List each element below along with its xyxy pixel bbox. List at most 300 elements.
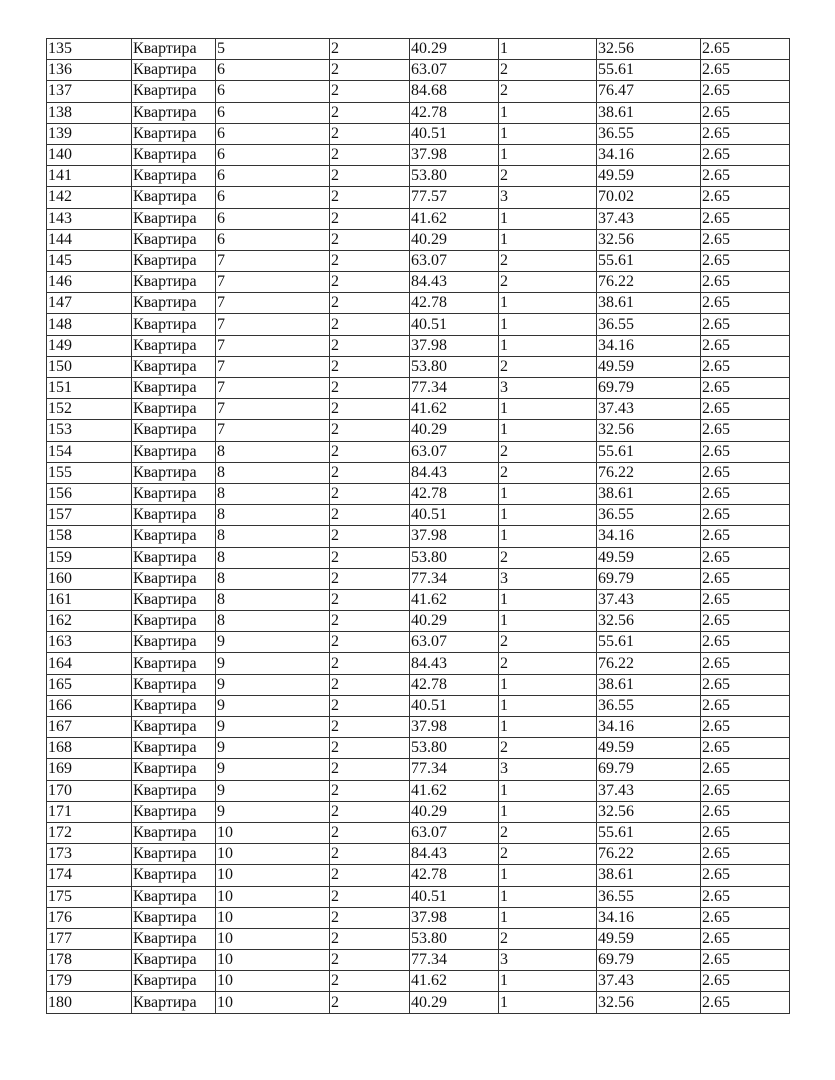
rooms-cell: 1 [499,886,597,907]
premise-type-cell: Квартира [132,144,216,165]
ceiling-height-cell: 2.65 [701,208,790,229]
total-area-cell: 84.43 [410,272,499,293]
ceiling-height-cell: 2.65 [701,950,790,971]
premise-type-cell: Квартира [132,441,216,462]
ceiling-height-cell: 2.65 [701,399,790,420]
table-row [47,187,790,208]
rooms-cell: 1 [499,39,597,60]
total-area-cell: 40.29 [410,992,499,1013]
section-cell: 2 [330,992,410,1013]
ceiling-height-cell: 2.65 [701,907,790,928]
rooms-cell: 2 [499,60,597,81]
premise-type-cell: Квартира [132,801,216,822]
floor-cell: 10 [216,822,330,843]
premise-type-cell: Квартира [132,250,216,271]
rooms-cell: 1 [499,102,597,123]
floor-cell: 9 [216,674,330,695]
total-area-cell: 40.51 [410,695,499,716]
section-cell: 2 [330,483,410,504]
total-area-cell: 42.78 [410,102,499,123]
total-area-cell: 77.34 [410,759,499,780]
table-row [47,166,790,187]
floor-cell: 10 [216,844,330,865]
total-area-cell: 40.29 [410,39,499,60]
rooms-cell: 1 [499,335,597,356]
living-area-cell: 34.16 [597,717,701,738]
section-cell: 2 [330,526,410,547]
rooms-cell: 3 [499,759,597,780]
living-area-cell: 32.56 [597,801,701,822]
living-area-cell: 32.56 [597,992,701,1013]
total-area-cell: 53.80 [410,166,499,187]
living-area-cell: 36.55 [597,886,701,907]
table-row [47,272,790,293]
premise-type-cell: Квартира [132,166,216,187]
floor-cell: 9 [216,780,330,801]
living-area-cell: 32.56 [597,39,701,60]
rooms-cell: 2 [499,632,597,653]
ceiling-height-cell: 2.65 [701,589,790,610]
ceiling-height-cell: 2.65 [701,102,790,123]
section-cell: 2 [330,39,410,60]
ceiling-height-cell: 2.65 [701,801,790,822]
table-row [47,123,790,144]
total-area-cell: 53.80 [410,547,499,568]
total-area-cell: 37.98 [410,335,499,356]
living-area-cell: 55.61 [597,822,701,843]
rooms-cell: 1 [499,208,597,229]
table-row [47,250,790,271]
apartment-number-cell: 168 [47,738,132,759]
premise-type-cell: Квартира [132,420,216,441]
premise-type-cell: Квартира [132,589,216,610]
rooms-cell: 1 [499,293,597,314]
total-area-cell: 37.98 [410,717,499,738]
rooms-cell: 1 [499,526,597,547]
premise-type-cell: Квартира [132,759,216,780]
floor-cell: 7 [216,314,330,335]
ceiling-height-cell: 2.65 [701,568,790,589]
ceiling-height-cell: 2.65 [701,632,790,653]
apartment-number-cell: 166 [47,695,132,716]
apartment-number-cell: 174 [47,865,132,886]
apartment-number-cell: 167 [47,717,132,738]
living-area-cell: 69.79 [597,759,701,780]
rooms-cell: 1 [499,483,597,504]
table-row [47,102,790,123]
premise-type-cell: Квартира [132,886,216,907]
ceiling-height-cell: 2.65 [701,272,790,293]
table-row [47,293,790,314]
table-row [47,759,790,780]
apartment-number-cell: 164 [47,653,132,674]
rooms-cell: 1 [499,971,597,992]
rooms-cell: 1 [499,695,597,716]
apartment-number-cell: 150 [47,356,132,377]
apartments-table [46,38,790,1014]
section-cell: 2 [330,293,410,314]
premise-type-cell: Квартира [132,229,216,250]
living-area-cell: 49.59 [597,547,701,568]
floor-cell: 10 [216,992,330,1013]
section-cell: 2 [330,505,410,526]
apartment-number-cell: 176 [47,907,132,928]
apartment-number-cell: 135 [47,39,132,60]
total-area-cell: 53.80 [410,738,499,759]
floor-cell: 6 [216,229,330,250]
apartment-number-cell: 177 [47,928,132,949]
ceiling-height-cell: 2.65 [701,717,790,738]
premise-type-cell: Квартира [132,526,216,547]
table-row [47,632,790,653]
premise-type-cell: Квартира [132,674,216,695]
floor-cell: 9 [216,801,330,822]
rooms-cell: 1 [499,780,597,801]
premise-type-cell: Квартира [132,717,216,738]
floor-cell: 10 [216,886,330,907]
ceiling-height-cell: 2.65 [701,483,790,504]
section-cell: 2 [330,822,410,843]
floor-cell: 9 [216,653,330,674]
total-area-cell: 84.43 [410,462,499,483]
floor-cell: 6 [216,187,330,208]
apartment-number-cell: 178 [47,950,132,971]
apartment-number-cell: 142 [47,187,132,208]
section-cell: 2 [330,674,410,695]
ceiling-height-cell: 2.65 [701,738,790,759]
apartment-number-cell: 171 [47,801,132,822]
apartment-number-cell: 156 [47,483,132,504]
apartment-number-cell: 147 [47,293,132,314]
ceiling-height-cell: 2.65 [701,526,790,547]
floor-cell: 7 [216,399,330,420]
living-area-cell: 36.55 [597,695,701,716]
table-row [47,144,790,165]
table-row [47,865,790,886]
table-row [47,60,790,81]
floor-cell: 9 [216,717,330,738]
ceiling-height-cell: 2.65 [701,81,790,102]
rooms-cell: 2 [499,81,597,102]
apartment-number-cell: 148 [47,314,132,335]
total-area-cell: 63.07 [410,822,499,843]
floor-cell: 8 [216,441,330,462]
ceiling-height-cell: 2.65 [701,505,790,526]
living-area-cell: 37.43 [597,399,701,420]
total-area-cell: 40.51 [410,123,499,144]
living-area-cell: 55.61 [597,632,701,653]
living-area-cell: 76.47 [597,81,701,102]
apartment-number-cell: 161 [47,589,132,610]
apartment-number-cell: 155 [47,462,132,483]
floor-cell: 8 [216,589,330,610]
living-area-cell: 38.61 [597,865,701,886]
floor-cell: 8 [216,483,330,504]
rooms-cell: 2 [499,822,597,843]
premise-type-cell: Квартира [132,272,216,293]
floor-cell: 7 [216,378,330,399]
living-area-cell: 38.61 [597,293,701,314]
total-area-cell: 77.57 [410,187,499,208]
ceiling-height-cell: 2.65 [701,759,790,780]
ceiling-height-cell: 2.65 [701,378,790,399]
total-area-cell: 84.68 [410,81,499,102]
section-cell: 2 [330,547,410,568]
section-cell: 2 [330,335,410,356]
table-row [47,780,790,801]
living-area-cell: 34.16 [597,526,701,547]
premise-type-cell: Квартира [132,314,216,335]
total-area-cell: 42.78 [410,865,499,886]
section-cell: 2 [330,568,410,589]
floor-cell: 9 [216,759,330,780]
section-cell: 2 [330,801,410,822]
floor-cell: 6 [216,81,330,102]
ceiling-height-cell: 2.65 [701,60,790,81]
living-area-cell: 70.02 [597,187,701,208]
premise-type-cell: Квартира [132,611,216,632]
total-area-cell: 41.62 [410,780,499,801]
premise-type-cell: Квартира [132,39,216,60]
total-area-cell: 53.80 [410,356,499,377]
section-cell: 2 [330,653,410,674]
rooms-cell: 1 [499,611,597,632]
total-area-cell: 63.07 [410,250,499,271]
ceiling-height-cell: 2.65 [701,123,790,144]
living-area-cell: 55.61 [597,441,701,462]
premise-type-cell: Квартира [132,950,216,971]
total-area-cell: 77.34 [410,378,499,399]
section-cell: 2 [330,632,410,653]
section-cell: 2 [330,102,410,123]
premise-type-cell: Квартира [132,102,216,123]
ceiling-height-cell: 2.65 [701,992,790,1013]
premise-type-cell: Квартира [132,780,216,801]
floor-cell: 6 [216,208,330,229]
ceiling-height-cell: 2.65 [701,335,790,356]
floor-cell: 9 [216,632,330,653]
floor-cell: 5 [216,39,330,60]
table-row [47,335,790,356]
living-area-cell: 76.22 [597,653,701,674]
apartment-number-cell: 172 [47,822,132,843]
floor-cell: 8 [216,526,330,547]
section-cell: 2 [330,272,410,293]
section-cell: 2 [330,399,410,420]
premise-type-cell: Квартира [132,399,216,420]
ceiling-height-cell: 2.65 [701,144,790,165]
premise-type-cell: Квартира [132,378,216,399]
floor-cell: 6 [216,166,330,187]
premise-type-cell: Квартира [132,822,216,843]
apartment-number-cell: 163 [47,632,132,653]
table-row [47,229,790,250]
total-area-cell: 63.07 [410,441,499,462]
table-body [47,39,790,1014]
apartment-number-cell: 140 [47,144,132,165]
table-row [47,611,790,632]
total-area-cell: 37.98 [410,907,499,928]
apartment-number-cell: 144 [47,229,132,250]
living-area-cell: 37.43 [597,971,701,992]
table-row [47,505,790,526]
total-area-cell: 40.51 [410,886,499,907]
rooms-cell: 1 [499,229,597,250]
premise-type-cell: Квартира [132,187,216,208]
apartment-number-cell: 170 [47,780,132,801]
floor-cell: 7 [216,420,330,441]
table-row [47,907,790,928]
table-row [47,81,790,102]
table-row [47,801,790,822]
section-cell: 2 [330,123,410,144]
rooms-cell: 2 [499,356,597,377]
ceiling-height-cell: 2.65 [701,886,790,907]
living-area-cell: 37.43 [597,780,701,801]
table-row [47,950,790,971]
rooms-cell: 1 [499,123,597,144]
floor-cell: 10 [216,928,330,949]
rooms-cell: 1 [499,907,597,928]
apartment-number-cell: 159 [47,547,132,568]
apartment-number-cell: 162 [47,611,132,632]
living-area-cell: 34.16 [597,144,701,165]
floor-cell: 7 [216,356,330,377]
section-cell: 2 [330,971,410,992]
table-row [47,568,790,589]
premise-type-cell: Квартира [132,568,216,589]
floor-cell: 6 [216,144,330,165]
living-area-cell: 37.43 [597,208,701,229]
floor-cell: 6 [216,123,330,144]
table-row [47,653,790,674]
apartment-number-cell: 152 [47,399,132,420]
total-area-cell: 42.78 [410,483,499,504]
living-area-cell: 34.16 [597,335,701,356]
table-row [47,886,790,907]
ceiling-height-cell: 2.65 [701,695,790,716]
living-area-cell: 69.79 [597,378,701,399]
ceiling-height-cell: 2.65 [701,844,790,865]
total-area-cell: 84.43 [410,653,499,674]
table-row [47,462,790,483]
total-area-cell: 42.78 [410,293,499,314]
premise-type-cell: Квартира [132,335,216,356]
living-area-cell: 49.59 [597,166,701,187]
apartment-number-cell: 154 [47,441,132,462]
section-cell: 2 [330,589,410,610]
apartment-number-cell: 141 [47,166,132,187]
rooms-cell: 1 [499,505,597,526]
section-cell: 2 [330,420,410,441]
living-area-cell: 36.55 [597,123,701,144]
ceiling-height-cell: 2.65 [701,293,790,314]
total-area-cell: 84.43 [410,844,499,865]
rooms-cell: 3 [499,950,597,971]
table-row [47,738,790,759]
apartment-number-cell: 175 [47,886,132,907]
table-row [47,589,790,610]
premise-type-cell: Квартира [132,208,216,229]
ceiling-height-cell: 2.65 [701,39,790,60]
apartment-number-cell: 179 [47,971,132,992]
table-row [47,483,790,504]
total-area-cell: 41.62 [410,971,499,992]
rooms-cell: 3 [499,568,597,589]
ceiling-height-cell: 2.65 [701,971,790,992]
premise-type-cell: Квартира [132,738,216,759]
section-cell: 2 [330,886,410,907]
rooms-cell: 2 [499,166,597,187]
premise-type-cell: Квартира [132,505,216,526]
ceiling-height-cell: 2.65 [701,780,790,801]
premise-type-cell: Квартира [132,60,216,81]
floor-cell: 9 [216,695,330,716]
living-area-cell: 55.61 [597,60,701,81]
section-cell: 2 [330,462,410,483]
table-row [47,208,790,229]
section-cell: 2 [330,378,410,399]
floor-cell: 8 [216,568,330,589]
table-row [47,399,790,420]
total-area-cell: 40.51 [410,314,499,335]
ceiling-height-cell: 2.65 [701,229,790,250]
ceiling-height-cell: 2.65 [701,865,790,886]
premise-type-cell: Квартира [132,865,216,886]
ceiling-height-cell: 2.65 [701,356,790,377]
premise-type-cell: Квартира [132,907,216,928]
living-area-cell: 37.43 [597,589,701,610]
premise-type-cell: Квартира [132,123,216,144]
ceiling-height-cell: 2.65 [701,547,790,568]
living-area-cell: 34.16 [597,907,701,928]
living-area-cell: 32.56 [597,229,701,250]
ceiling-height-cell: 2.65 [701,314,790,335]
floor-cell: 10 [216,907,330,928]
table-row [47,992,790,1013]
rooms-cell: 1 [499,801,597,822]
living-area-cell: 55.61 [597,250,701,271]
rooms-cell: 1 [499,992,597,1013]
section-cell: 2 [330,441,410,462]
section-cell: 2 [330,865,410,886]
section-cell: 2 [330,907,410,928]
total-area-cell: 42.78 [410,674,499,695]
rooms-cell: 3 [499,378,597,399]
apartment-number-cell: 169 [47,759,132,780]
apartment-number-cell: 158 [47,526,132,547]
section-cell: 2 [330,229,410,250]
rooms-cell: 2 [499,250,597,271]
premise-type-cell: Квартира [132,356,216,377]
total-area-cell: 63.07 [410,632,499,653]
section-cell: 2 [330,208,410,229]
floor-cell: 8 [216,611,330,632]
table-row [47,420,790,441]
rooms-cell: 1 [499,144,597,165]
total-area-cell: 77.34 [410,568,499,589]
living-area-cell: 38.61 [597,674,701,695]
living-area-cell: 76.22 [597,272,701,293]
rooms-cell: 2 [499,547,597,568]
premise-type-cell: Квартира [132,844,216,865]
floor-cell: 10 [216,865,330,886]
living-area-cell: 38.61 [597,483,701,504]
total-area-cell: 41.62 [410,399,499,420]
premise-type-cell: Квартира [132,483,216,504]
section-cell: 2 [330,695,410,716]
floor-cell: 6 [216,60,330,81]
